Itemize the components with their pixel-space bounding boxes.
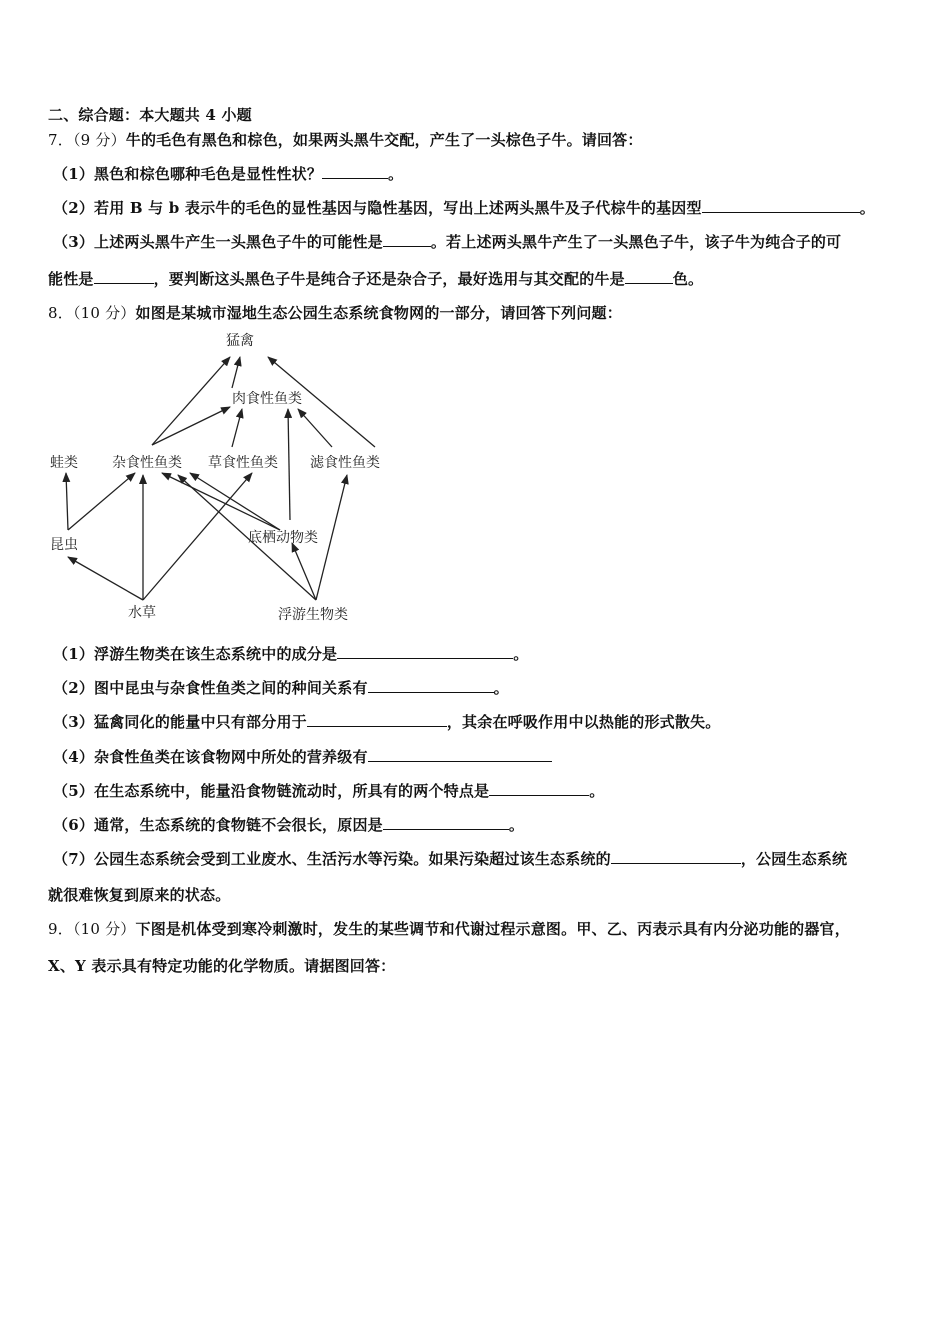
- arrow-waterweed-to-insect: [68, 557, 143, 600]
- food-web-arrows: [66, 357, 375, 600]
- q8-points: （10 分）: [72, 304, 136, 322]
- node-waterweed: 水草: [128, 605, 156, 621]
- node-herbivore-fish: 草食性鱼类: [208, 455, 278, 471]
- node-benthic: 底栖动物类: [248, 530, 318, 546]
- food-web-diagram: [40, 325, 400, 630]
- q8-part4: （4）杂食性鱼类在该食物网中所处的营养级有: [53, 746, 552, 767]
- arrow-plankton-to-filter: [316, 475, 347, 600]
- q9-points: （10 分）: [72, 920, 136, 938]
- q8-part7-line1: （7）公园生态系统会受到工业废水、生活污水等污染。如果污染超过该生态系统的 ，公园生态系统: [53, 850, 848, 868]
- q8-p3-blank[interactable]: [307, 712, 447, 727]
- q7-points: （9 分）: [72, 131, 126, 149]
- q8-part5: （5）在生态系统中，能量沿食物链流动时，所具有的两个特点是 。: [53, 782, 605, 800]
- q7-stem-line: [48, 129, 643, 150]
- q8-p5-blank[interactable]: [489, 781, 589, 796]
- q9-stem-a: 下图是机体受到寒冷刺激时，发生的某些调节和代谢过程示意图。甲、乙、丙表示具有内分泌功能的器官，: [135, 920, 850, 938]
- q8-part7-line2: 就很难恢复到原来的状态。: [48, 886, 231, 904]
- arrow-plankton-to-benthic: [292, 543, 316, 600]
- arrow-herbivore-to-carnivore: [232, 409, 242, 447]
- food-web-labels: [50, 333, 380, 623]
- q7-p3-blank3[interactable]: [625, 269, 673, 284]
- node-plankton: 浮游生物类: [278, 607, 348, 623]
- q7-p2-blank[interactable]: [702, 198, 860, 213]
- arrow-insect-to-omnivore: [68, 473, 135, 530]
- node-insect: 昆虫: [50, 537, 78, 553]
- q7-part2: （2）若用 B 与 b 表示牛的毛色的显性基因与隐性基因，写出上述两头黑牛及子代棕牛的基因型 。: [53, 199, 875, 217]
- arrow-benthic-to-omnivore: [162, 473, 280, 530]
- q8-p1-blank[interactable]: [337, 644, 513, 659]
- q8-stem-line: [48, 302, 622, 323]
- q7-part3-line1: （3）上述两头黑牛产生一头黑色子牛的可能性是 。若上述两头黑牛产生了一头黑色子牛，该子牛为纯合子的可: [53, 233, 842, 251]
- arrow-insect-to-frog: [66, 473, 68, 530]
- q8-part3: （3）猛禽同化的能量中只有部分用于 ，其余在呼吸作用中以热能的形式散失。: [53, 713, 721, 731]
- q8-stem: 如图是某城市湿地生态公园生态系统食物网的一部分，请回答下列问题：: [135, 304, 622, 322]
- node-omnivore-fish: 杂食性鱼类: [112, 455, 182, 471]
- section-title: 二、综合题：本大题共 4 小题: [48, 106, 252, 124]
- q8-number: 8．: [48, 304, 73, 322]
- node-filter-fish: 滤食性鱼类: [310, 455, 380, 471]
- q8-p6-blank[interactable]: [383, 815, 509, 830]
- q9-stem-line2: X、Y 表示具有特定功能的化学物质。请据图回答：: [48, 957, 396, 975]
- q7-p3-blank2[interactable]: [94, 269, 154, 284]
- q7-number: 7．: [48, 131, 73, 149]
- q8-p7-blank[interactable]: [611, 849, 741, 864]
- node-carnivore-fish: 肉食性鱼类: [232, 391, 302, 407]
- arrow-filter2-to-carnivore: [298, 409, 332, 447]
- arrow-omnivore-to-raptor: [152, 357, 230, 445]
- q8-part1: （1）浮游生物类在该生态系统中的成分是 。: [53, 645, 529, 663]
- q7-p3-blank1[interactable]: [383, 232, 431, 247]
- q8-part6: （6）通常，生态系统的食物链不会很长，原因是 。: [53, 816, 525, 834]
- q8-p4-blank[interactable]: [368, 747, 552, 762]
- q9-number: 9．: [48, 920, 73, 938]
- q7-p1-blank[interactable]: [322, 164, 388, 179]
- q9-stem-line1: [48, 918, 850, 939]
- node-frog: 蛙类: [50, 455, 78, 471]
- node-raptor: 猛禽: [226, 333, 254, 349]
- q7-part3-line2: 能性是 ，要判断这头黑色子牛是纯合子还是杂合子，最好选用与其交配的牛是 色。: [48, 270, 704, 288]
- arrow-benthic-to-carnivore: [288, 409, 290, 520]
- arrow-benthic-to-omnivore2: [190, 473, 280, 530]
- q8-part2: （2）图中昆虫与杂食性鱼类之间的种间关系有 。: [53, 679, 509, 697]
- q7-part1: （1）黑色和棕色哪种毛色是显性性状？ 。: [53, 165, 404, 183]
- q7-stem: 牛的毛色有黑色和棕色，如果两头黑牛交配，产生了一头棕色子牛。请回答：: [125, 131, 643, 149]
- arrow-carnivore-to-raptor: [232, 357, 240, 388]
- q8-p2-blank[interactable]: [368, 678, 494, 693]
- arrow-omnivore-to-carnivore: [152, 407, 230, 445]
